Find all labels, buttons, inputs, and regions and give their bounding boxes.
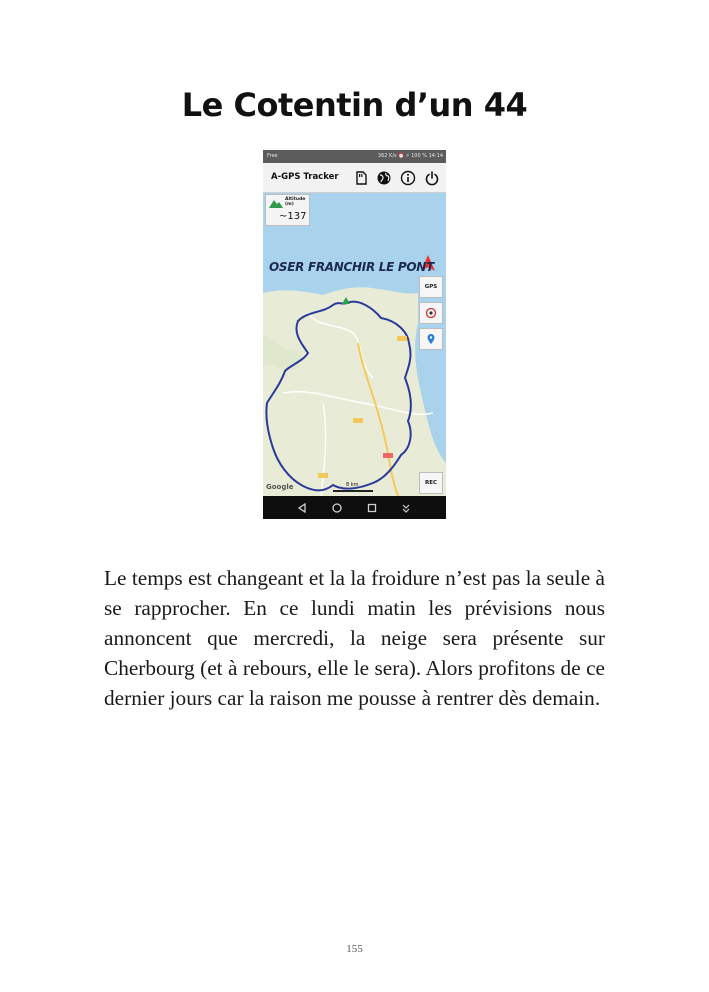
app-title: A-GPS Tracker xyxy=(271,172,339,182)
status-indicators: 362 K/s ⏰ ⚡ 100 % 14:14 xyxy=(377,153,443,159)
scale-bar xyxy=(333,490,373,492)
back-icon[interactable] xyxy=(295,501,309,515)
body-paragraph: Le temps est changeant et la la froidure n’est pas la seule à se rapprocher. En ce lundi matin les prévisions nous annoncent que mercredi, la neige sera présente sur Cherbourg (et à rebours, elle le sera). Alors profitons de ce dernier jours car la raison me pousse à rentrer dès demain. xyxy=(104,566,605,710)
altitude-panel xyxy=(265,194,310,226)
target-icon xyxy=(425,307,437,319)
road-label-d900 xyxy=(318,473,328,478)
scale-label: 8 km xyxy=(346,482,359,488)
sd-card-icon[interactable] xyxy=(353,170,369,186)
carrier-label: Free xyxy=(267,153,278,159)
keyboard-hide-icon[interactable] xyxy=(399,501,413,515)
page-number: 155 xyxy=(346,943,363,955)
altitude-label: Altitude (m) xyxy=(285,197,306,207)
android-nav-bar xyxy=(263,496,446,519)
map-attribution: Google xyxy=(266,483,294,491)
gps-app-screenshot xyxy=(263,150,446,519)
status-bar xyxy=(263,150,446,163)
road-label-d902 xyxy=(397,336,407,341)
info-icon[interactable] xyxy=(400,170,416,186)
target-button[interactable] xyxy=(419,302,443,324)
altitude-value: ~137 xyxy=(279,211,307,222)
rec-button[interactable]: REC xyxy=(419,472,443,494)
home-icon[interactable] xyxy=(330,501,344,515)
globe-icon[interactable] xyxy=(376,170,392,186)
recents-icon[interactable] xyxy=(365,501,379,515)
app-bar xyxy=(263,163,446,193)
location-pin-button[interactable] xyxy=(419,328,443,350)
route-overlay-caption: OSER FRANCHIR LE PONT xyxy=(269,260,434,274)
page-title: Le Cotentin d’un 44 xyxy=(181,86,528,124)
power-icon[interactable] xyxy=(424,170,440,186)
location-pin-icon xyxy=(425,333,437,345)
mountain-icon xyxy=(269,198,283,208)
road-label-n13 xyxy=(383,453,393,458)
gps-button[interactable]: GPS xyxy=(419,276,443,298)
road-label-d902 xyxy=(353,418,363,423)
